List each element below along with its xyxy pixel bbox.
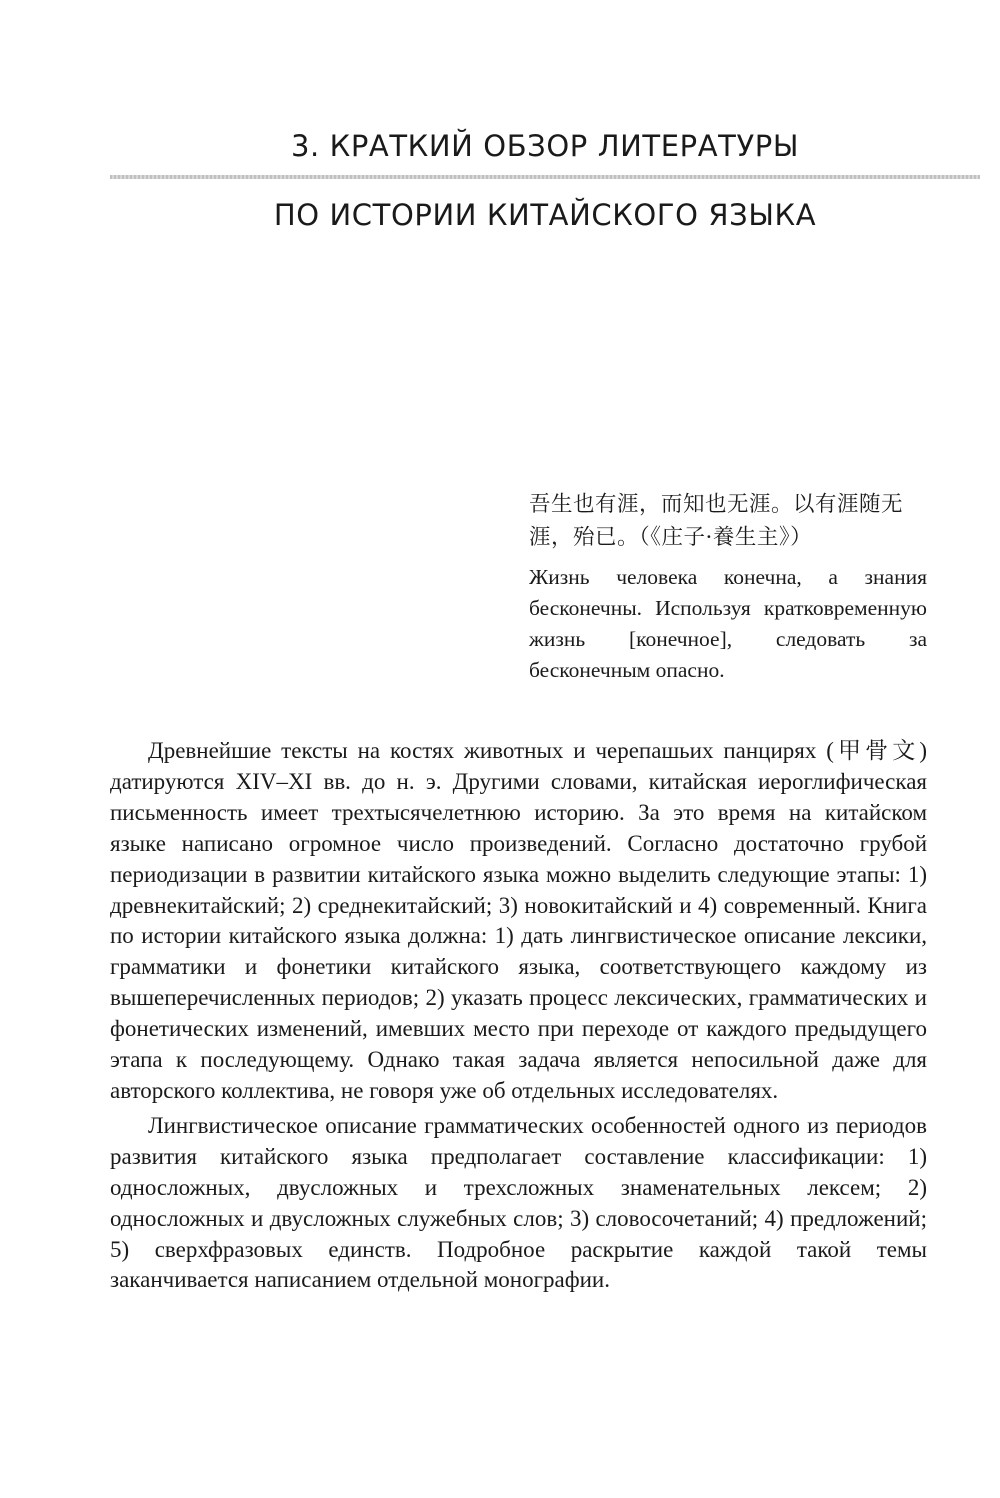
- chapter-title-line-2: ПО ИСТОРИИ КИТАЙСКОГО ЯЗЫКА: [273, 198, 817, 232]
- paragraph-1: Древнейшие тексты на костях животных и черепашьих панцирях (甲骨文) датируются XIV–XI вв. до н. э. Другими словами, китайская иероглифическая письменность имеет трехтысячелетнюю историю. За это время на китайском языке написано огромное число произведений. Согласно достаточно грубой периодизации в развитии китайского языка можно выделить следующие этапы: 1) древнекитайский; 2) среднекитайский; 3) новокитайский и 4) современный. Книга по истории китайского языка должна: 1) дать лингвистическое описание лексики, грамматики и фонетики китайского языка, соответствующего каждому из вышеперечисленных периодов; 2) указать процесс лексических, грамматических и фонетических изменений, имевших место при переходе от каждого предыдущего этапа к последующему. Однако такая задача является непосильной даже для авторского коллектива, не говоря уже об отдельных исследователях.: [110, 738, 927, 1103]
- heading-divider: [110, 175, 980, 179]
- body-text: [110, 736, 927, 1300]
- epigraph-chinese-quote: 吾生也有涯，而知也无涯。以有涯随无涯，殆已。（《庄子·養生主》）: [529, 492, 904, 550]
- epigraph: [529, 488, 927, 686]
- chapter-title-line-1: 3. КРАТКИЙ ОБЗОР ЛИТЕРАТУРЫ: [290, 129, 800, 163]
- chapter-heading: [110, 118, 980, 230]
- paragraph-2: Лингвистическое описание грамматических особенностей одного из периодов развития китайского языка предполагает составление классификации: 1) односложных, двусложных и трехсложных знаменательных лексем; 2) односложных и двусложных служебных слов; 3) словосочетаний; 4) предложений; 5) сверхфразовых единств. Подробное раскрытие каждой такой темы заканчивается написанием отдельной монографии.: [110, 1112, 927, 1293]
- epigraph-translation: Жизнь человека конечна, а знания бесконечны. Используя кратковременную жизнь [конечное], следовать за бесконечным опасно.: [529, 565, 927, 682]
